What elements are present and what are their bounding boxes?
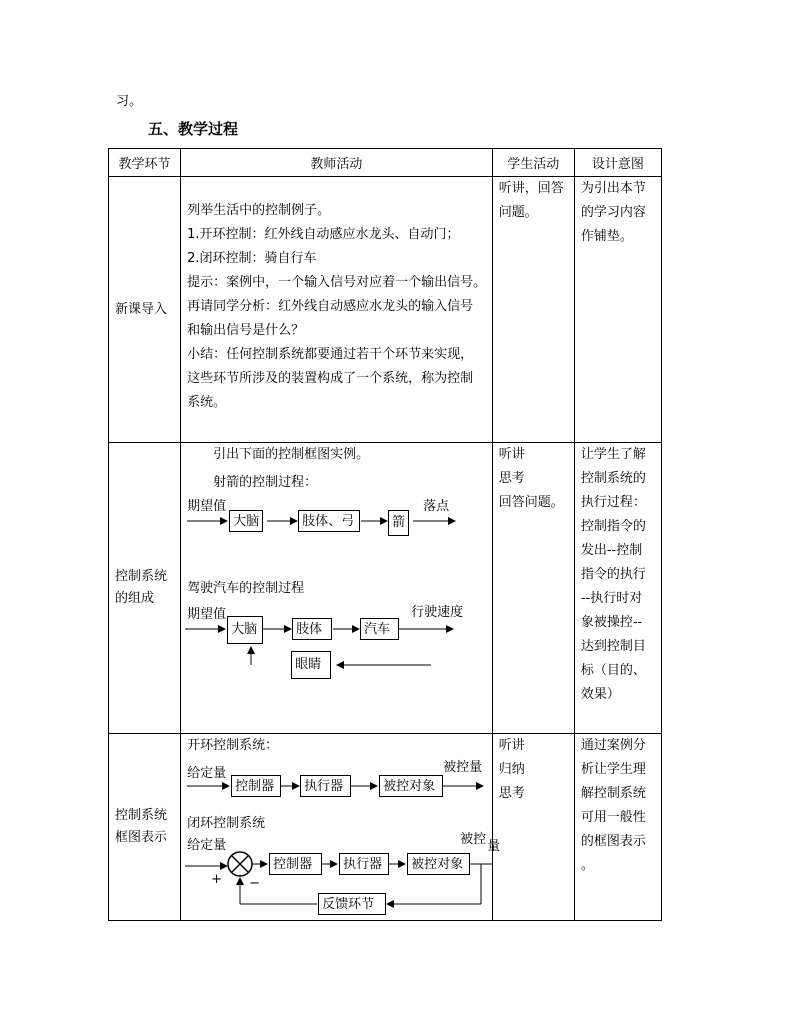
controlled-object-box: 被控对象 — [379, 775, 443, 797]
diagram-subtitle: 闭环控制系统 — [187, 816, 266, 831]
diagram-input-label: 期望值 — [187, 499, 227, 514]
limb-box: 肢体 — [292, 618, 332, 640]
diagram-output-label: 落点 — [423, 499, 450, 514]
intent-line: 为引出本节 — [580, 181, 646, 196]
stage-cell — [109, 443, 181, 734]
feedback-box: 反馈环节 — [318, 893, 386, 915]
stage-cell — [109, 734, 181, 921]
header-student: 学生活动 — [492, 149, 574, 177]
intent-line: 。 — [580, 858, 594, 873]
intent-line: 让学生了解 — [580, 447, 646, 462]
diagram-input-label: 给定量 — [187, 766, 227, 781]
teacher-line: 列举生活中的控制例子。 — [187, 203, 331, 218]
eyes-box: 眼睛 — [291, 651, 331, 679]
intent-line: 解控制系统 — [580, 786, 646, 801]
intent-line: 效果） — [580, 687, 620, 702]
teacher-line: 这些环节所涉及的装置构成了一个系统，称为控制 — [187, 371, 474, 386]
section-title: 五、教学过程 — [148, 120, 239, 138]
intent-line: 的学习内容 — [580, 205, 646, 220]
teacher-line: 1.开环控制：红外线自动感应水龙头、自动门； — [187, 227, 460, 242]
diagram-subtitle: 驾驶汽车的控制过程 — [187, 581, 305, 596]
student-cell — [492, 734, 574, 921]
car-box: 汽车 — [360, 618, 399, 640]
student-cell — [492, 177, 574, 443]
controlled-object-box: 被控对象 — [407, 853, 470, 875]
student-cell — [492, 443, 574, 734]
student-line: 归纳 — [498, 762, 525, 777]
stage-label: 控制系统 — [115, 808, 168, 823]
diagram-input-label: 给定量 — [187, 838, 227, 853]
stage-label: 的组成 — [115, 591, 155, 606]
intent-line: 执行过程： — [580, 495, 646, 510]
plus-sign: + — [211, 872, 223, 887]
student-line: 听讲 — [498, 738, 525, 753]
student-line: 问题。 — [498, 205, 538, 220]
teacher-line: 小结：任何控制系统都要通过若干个环节来实现， — [187, 347, 474, 362]
brain-box: 大脑 — [227, 616, 263, 644]
student-line: 听讲，回答 — [498, 181, 564, 196]
teacher-line: 2.闭环控制：骑自行车 — [187, 251, 317, 266]
intent-line: 通过案例分 — [580, 738, 646, 753]
intent-line: 作铺垫。 — [580, 229, 633, 244]
header-intent: 设计意图 — [574, 149, 661, 177]
diagram-output-label-tail: 量 — [487, 839, 501, 854]
intent-cell — [574, 734, 661, 921]
intent-line: 指令的执行 — [580, 567, 646, 582]
table-header-row — [109, 149, 662, 177]
stage-label: 框图表示 — [115, 830, 168, 845]
header-stage: 教学环节 — [109, 149, 181, 177]
diagram-input-label: 期望值 — [187, 607, 227, 622]
student-line: 思考 — [498, 786, 525, 801]
intent-line: 的框图表示 — [580, 834, 646, 849]
diagram-intro: 引出下面的控制框图实例。 — [213, 447, 370, 462]
stage-cell — [109, 177, 181, 443]
diagram-output-label: 被控量 — [443, 760, 483, 775]
teacher-cell — [181, 177, 493, 443]
teaching-process-table — [108, 148, 662, 921]
teacher-cell — [181, 734, 501, 921]
intent-line: 控制系统的 — [580, 471, 646, 486]
header-teacher: 教师活动 — [181, 149, 493, 177]
student-line: 回答问题。 — [498, 495, 564, 510]
actuator-box: 执行器 — [300, 775, 351, 797]
diagram-subtitle: 射箭的控制过程： — [213, 475, 318, 490]
limb-bow-box: 肢体、弓 — [298, 510, 360, 532]
intro-tail-text: 习。 — [116, 94, 143, 109]
student-line: 听讲 — [498, 447, 525, 462]
controller-box: 控制器 — [269, 853, 322, 875]
intent-line: 析让学生理 — [580, 762, 646, 777]
teacher-line: 系统。 — [187, 395, 227, 410]
intent-line: 达到控制目 — [580, 639, 646, 654]
intent-line: 标（目的、 — [580, 663, 646, 678]
student-line: 思考 — [498, 471, 525, 486]
intent-line: 发出--控制 — [580, 543, 643, 558]
arrow-box: 箭 — [388, 510, 409, 536]
intent-cell — [574, 443, 661, 734]
table-row — [109, 177, 662, 443]
diagram-output-label: 被控 — [460, 832, 487, 847]
actuator-box: 执行器 — [339, 853, 389, 875]
table-row — [109, 734, 662, 921]
intent-line: --执行时对 — [580, 591, 643, 606]
teacher-line: 提示：案例中，一个输入信号对应着一个输出信号。 — [187, 275, 487, 290]
intent-line: 控制指令的 — [580, 519, 646, 534]
controller-box: 控制器 — [231, 775, 281, 797]
table-row — [109, 443, 662, 734]
minus-sign: − — [249, 876, 261, 891]
brain-box: 大脑 — [229, 510, 263, 532]
stage-label: 控制系统 — [115, 569, 168, 584]
diagram-output-label: 行驶速度 — [411, 605, 464, 620]
teacher-cell — [181, 443, 493, 734]
teacher-line: 再请同学分析：红外线自动感应水龙头的输入信号 — [187, 299, 474, 314]
diagram-subtitle: 开环控制系统： — [187, 738, 279, 753]
intent-cell — [574, 177, 661, 443]
teacher-line: 和输出信号是什么？ — [187, 323, 305, 338]
stage-label: 新课导入 — [115, 301, 168, 317]
intent-line: 象被操控-- — [580, 615, 643, 630]
intent-line: 可用一般性 — [580, 810, 646, 825]
